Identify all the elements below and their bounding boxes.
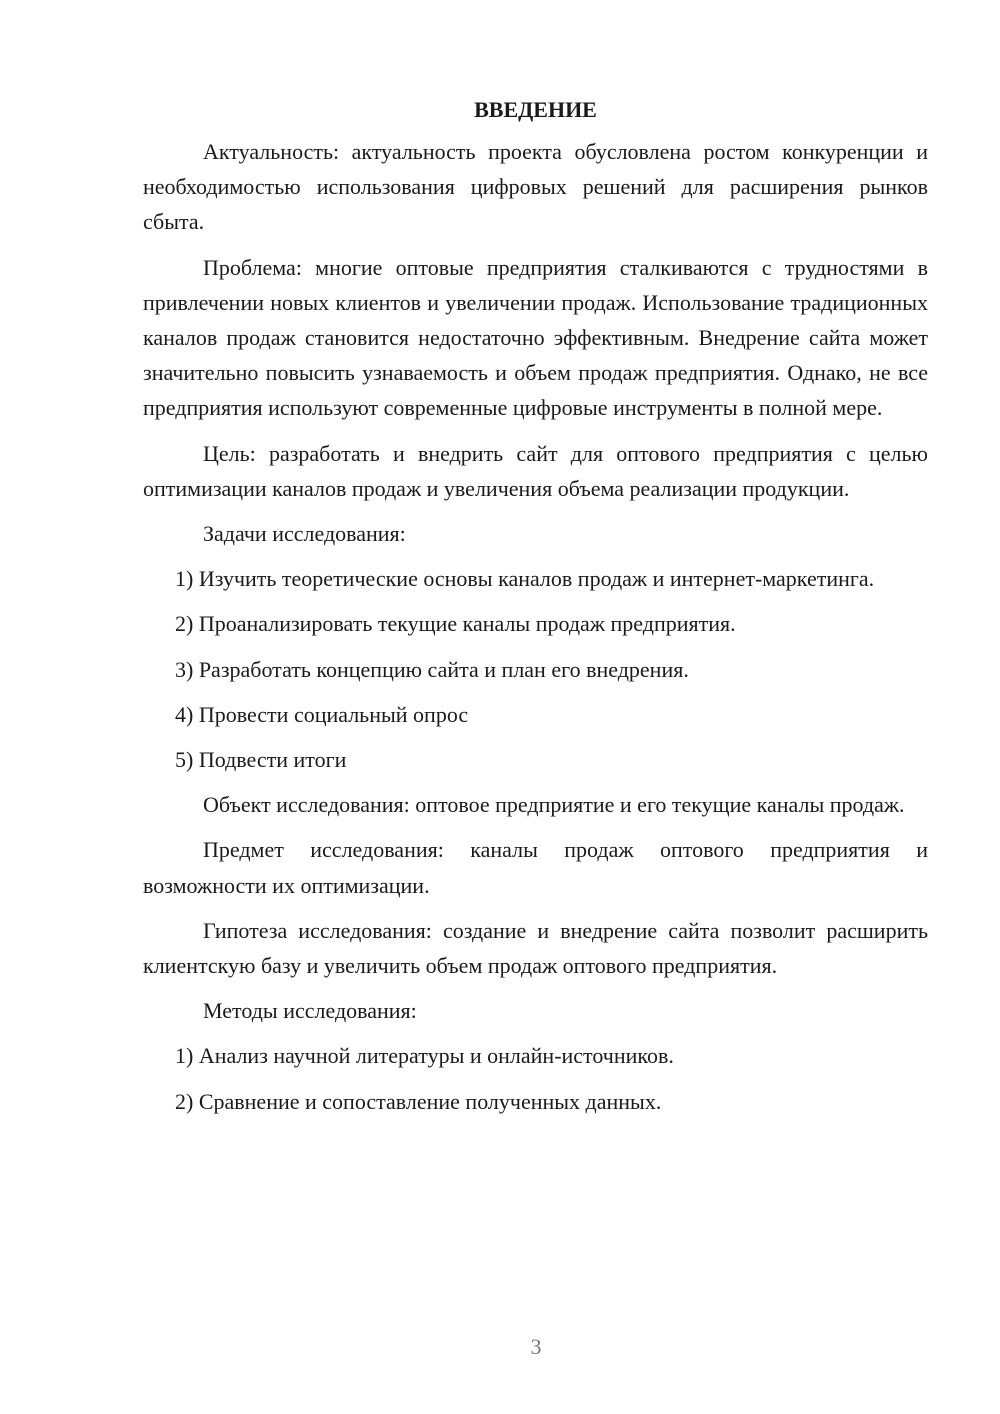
task-item-1: 1) Изучить теоретические основы каналов продаж и интернет-маркетинга. <box>175 566 875 592</box>
task-item-3: 3) Разработать концепцию сайта и план его внедрения. <box>175 656 689 682</box>
method-item-1: 1) Анализ научной литературы и онлайн-источников. <box>175 1043 674 1069</box>
task-item-2: 2) Проанализировать текущие каналы продаж предприятия. <box>175 611 736 637</box>
methods-heading: Методы исследования: <box>203 998 417 1024</box>
paragraph-relevance: Актуальность: актуальность проекта обусловлена ростом конкуренции и необходимостью использования цифровых решений для расширения рынков сбыта. <box>143 139 928 235</box>
paragraph-subject: Предмет исследования: каналы продаж оптового предприятия и возможности их оптимизации. <box>143 837 928 898</box>
page-content <box>143 96 928 1129</box>
paragraph-problem: Проблема: многие оптовые предприятия сталкиваются с трудностями в привлечении новых клиентов и увеличении продаж. Использование традиционных каналов продаж становится недостаточно эффективным. Внедрение сайта может значительно повысить узнаваемость и объем продаж предприятия. Однако, не все предприятия используют современные цифровые инструменты в полной мере. <box>143 254 928 421</box>
tasks-heading: Задачи исследования: <box>203 521 406 547</box>
page-number: 3 <box>530 1334 542 1359</box>
method-item-2: 2) Сравнение и сопоставление полученных данных. <box>175 1088 662 1114</box>
task-item-4: 4) Провести социальный опрос <box>175 701 469 727</box>
paragraph-goal: Цель: разработать и внедрить сайт для оптового предприятия с целью оптимизации каналов продаж и увеличения объема реализации продукции. <box>143 440 928 501</box>
paragraph-object: Объект исследования: оптовое предприятие и его текущие каналы продаж. <box>203 792 905 818</box>
task-item-5: 5) Подвести итоги <box>175 747 347 773</box>
paragraph-hypothesis: Гипотеза исследования: создание и внедрение сайта позволит расширить клиентскую базу и увеличить объем продаж оптового предприятия. <box>143 917 928 979</box>
section-title: ВВЕДЕНИЕ <box>474 97 597 122</box>
